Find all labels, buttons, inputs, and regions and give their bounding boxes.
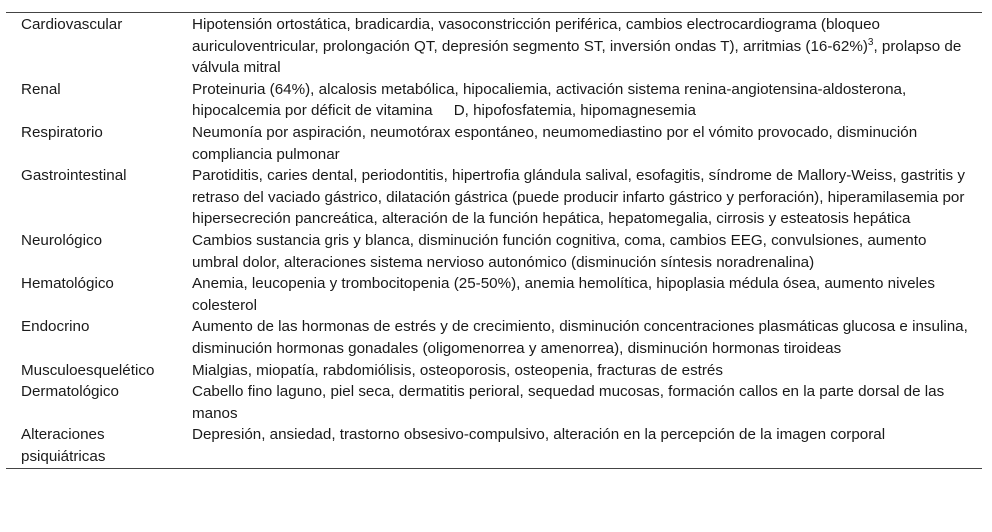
system-cell: Dermatológico: [21, 383, 119, 401]
effects-text-tail: , prolapso de válvula mitral: [192, 37, 962, 77]
system-cell: Musculoesquelético: [21, 361, 155, 379]
effects-cell: Depresión, ansiedad, trastorno obsesivo-compulsivo, alteración en la percepción de la imagen corporal: [192, 426, 886, 444]
reference-superscript: 3: [867, 36, 874, 48]
table-row: [6, 424, 982, 467]
table-row: [6, 360, 982, 382]
effects-cell: Aumento de las hormonas de estrés y de crecimiento, disminución concentraciones plasmáticas glucosa e insulina, disminución hormonas gonadales (oligomenorrea y amenorrea), disminución hormonas tiroideas: [192, 318, 968, 357]
system-cell: Cardiovascular: [21, 16, 123, 33]
effects-cell: Neumonía por aspiración, neumotórax espontáneo, neumomediastino por el vómito provocado, disminución compliancia pulmonar: [192, 123, 918, 163]
system-cell: Neurológico: [21, 231, 103, 249]
effects-cell: Parotiditis, caries dental, periodontitis, hipertrofia glándula salival, esofagitis, síndrome de Mallory-Weiss, gastritis y retraso del vaciado gástrico, dilatación gástrica (puede producir infarto gástrico y perforación), hiperamilasemia por hipersecreción pancreática, alteración de la función hepática, hepatomegalia, cirrosis y esteatosis hepática: [192, 167, 965, 228]
effects-cell: Cambios sustancia gris y blanca, disminución función cognitiva, coma, cambios EEG, convulsiones, aumento umbral dolor, alteraciones sistema nervioso autonómico (disminución síntesis noradrenalina): [192, 231, 927, 271]
system-cell: Endocrino: [21, 318, 90, 336]
table-row: [6, 14, 982, 79]
system-cell: Renal: [21, 80, 61, 98]
effects-cell: Cabello fino laguno, piel seca, dermatitis perioral, sequedad mucosas, formación callos en la parte dorsal de las manos: [192, 383, 945, 422]
effects-cell: [192, 14, 982, 79]
table-row: [6, 230, 982, 273]
effects-cell: Proteinuria (64%), alcalosis metabólica, hipocaliemia, activación sistema renina-angiotensina-aldosterona, hipocalcemia por déficit de vitamina D, hipofosfatemia, hipomagnesemia: [192, 80, 911, 120]
effects-cell: Anemia, leucopenia y trombocitopenia (25-50%), anemia hemolítica, hipoplasia médula ósea, aumento niveles colesterol: [192, 275, 935, 314]
table-row: [6, 79, 982, 122]
complications-table: [6, 12, 982, 469]
system-cell: Alteraciones psiquiátricas: [21, 426, 106, 465]
table-row: [6, 316, 982, 359]
effects-text: Hipotensión ortostática, bradicardia, vasoconstricción periférica, cambios electrocardiograma (bloqueo auriculoventricular, prolongación QT, depresión segmento ST, inversión ondas T), arritmias (16-62%): [192, 16, 880, 55]
system-cell: Gastrointestinal: [21, 167, 127, 185]
table-row: [6, 122, 982, 165]
table-row: [6, 165, 982, 230]
effects-cell: Mialgias, miopatía, rabdomiólisis, osteoporosis, osteopenia, fracturas de estrés: [192, 361, 723, 379]
system-cell: Respiratorio: [21, 123, 103, 141]
system-cell: Hematológico: [21, 275, 114, 293]
table-row: [6, 273, 982, 316]
table-row: [6, 381, 982, 424]
